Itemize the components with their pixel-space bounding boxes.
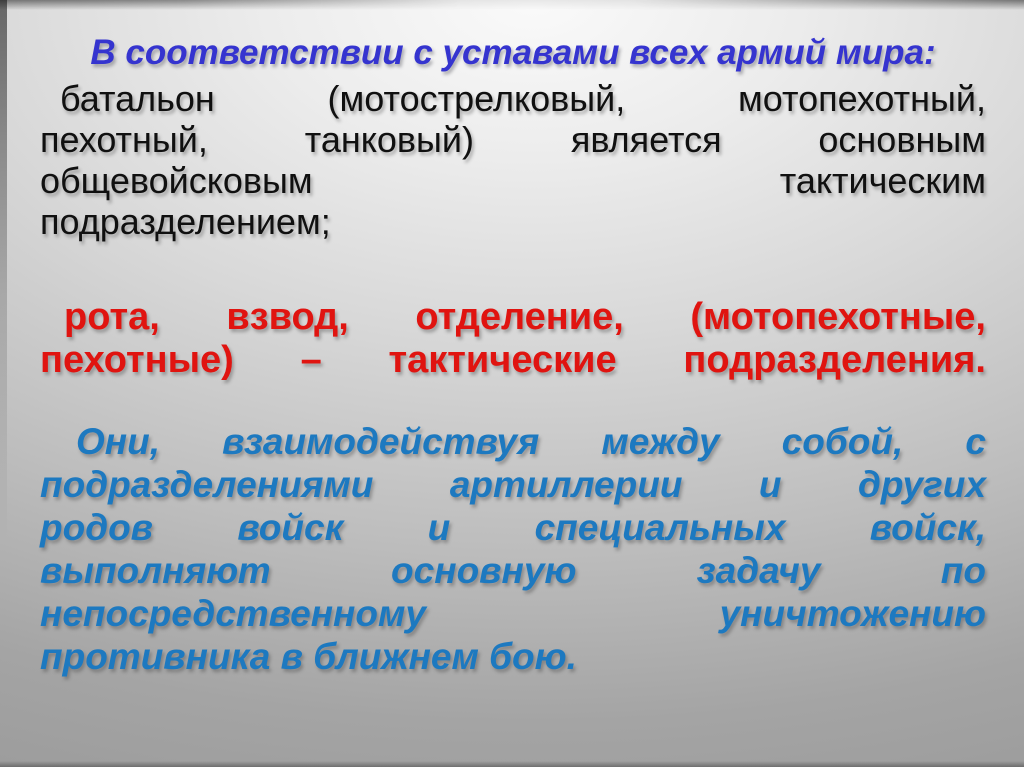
text-line [40,78,986,119]
slide-text-column [40,0,986,678]
word: непосредственному [40,593,426,634]
bottom-edge-shadow [0,761,1024,767]
word: Они, [76,421,161,462]
paragraph-company-platoon-squad [40,296,986,382]
word: задачу [696,550,821,591]
word: подразделениями [40,464,374,505]
word: пехотные) [40,339,234,381]
word: артиллерии [449,464,683,505]
word: – [300,339,322,381]
text-line [40,339,986,382]
word: рота, [64,296,160,338]
text-line: подразделением; [40,201,331,242]
word: взаимодействуя [222,421,540,462]
word: выполняют [40,550,271,591]
paragraph-battalion-definition [40,78,986,242]
word: подразделения. [683,339,986,381]
word: (мотострелковый, [327,78,626,119]
text-line [40,119,986,160]
word: общевойсковым [40,160,313,201]
word: танковый) [304,119,475,160]
word: отделение, [415,296,624,338]
word: собой, [781,421,904,462]
text-line [40,506,986,549]
word: является [570,119,722,160]
slide-heading: В соответствии с уставами всех армий мира: [90,33,936,72]
word: основным [818,119,986,160]
word: между [601,421,720,462]
word: мотопехотный, [738,78,986,119]
text-line [40,549,986,592]
word: войск [237,507,344,548]
left-edge-shadow [0,0,7,537]
word: специальных [534,507,786,548]
word: тактическим [779,160,986,201]
word: тактические [388,339,617,381]
paragraph-interaction-task [40,420,986,678]
word: батальон [60,78,215,119]
word: основную [391,550,577,591]
word: уничтожению [719,593,986,634]
text-line [40,420,986,463]
text-line [40,160,986,201]
text-line [40,296,986,339]
word: взвод, [226,296,349,338]
word: и [758,464,782,505]
word: войск, [869,507,986,548]
word: пехотный, [40,119,208,160]
text-line [40,592,986,635]
word: и [427,507,451,548]
text-line: противника в ближнем бою. [40,636,577,677]
word: (мотопехотные, [690,296,986,338]
word: других [857,464,986,505]
word: родов [40,507,154,548]
word: с [965,421,986,462]
text-line [40,463,986,506]
word: по [940,550,986,591]
